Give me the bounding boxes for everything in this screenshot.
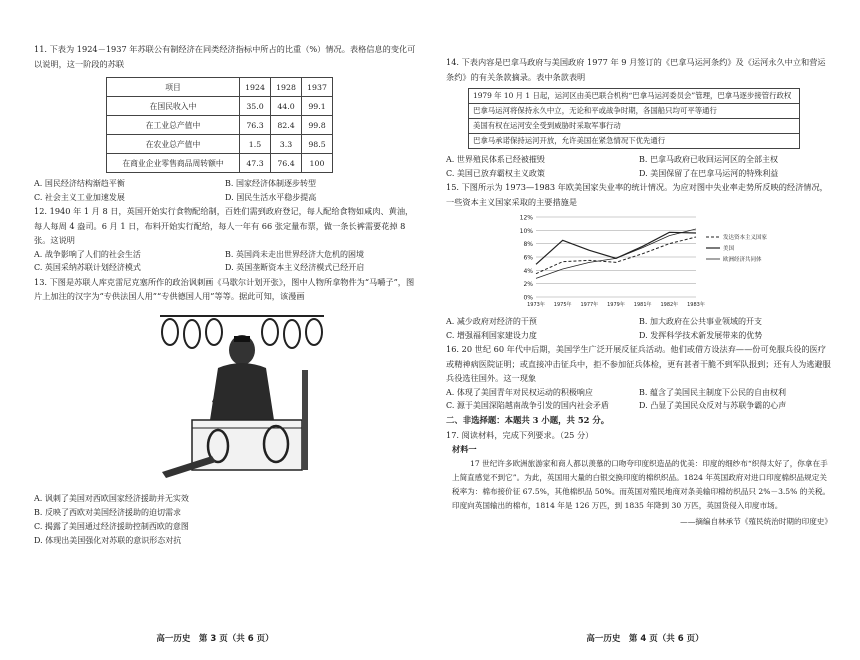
- clause-row: 1979 年 10 月 1 日起，运河区由美巴联合机构“巴拿马运河委员会”管理，巴拿马逐步接管行政权: [469, 89, 799, 104]
- y-tick-label: 4%: [523, 267, 533, 275]
- clause-row: 美国有权在运河安全受到威胁时采取军事行动: [469, 119, 799, 134]
- option-b[interactable]: B. 巴拿马政府已收回运河区的全部主权: [639, 155, 778, 164]
- q16-options-row-1: [446, 386, 832, 400]
- table-cell: 100: [302, 154, 333, 173]
- x-tick-label: 1975年: [553, 302, 572, 308]
- table-row: [107, 97, 333, 116]
- q12-stem: 12. 1940 年 1 月 8 日，英国开始实行食物配给制，百姓们需到政府登记，每人配给食物如咸肉、黄油，每人每周 4 盎司。6 月 1 日，布料开始实行配给，每人一年有 66 张定量布票，做一条长裤需要花掉 8 张。这说明: [34, 206, 414, 245]
- q13-option-a[interactable]: A. 讽刺了美国对西欧国家经济援助并无实效: [34, 493, 189, 503]
- option-d[interactable]: D. 英国垄断资本主义经济模式已经开启: [225, 263, 365, 272]
- y-tick-label: 12%: [519, 214, 533, 222]
- table-cell: 44.0: [271, 97, 302, 116]
- q14-clause-table: [468, 88, 800, 149]
- table-cell: 82.4: [271, 116, 302, 135]
- option-d[interactable]: D. 美国保留了在巴拿马运河的特殊利益: [639, 168, 779, 178]
- table-cell: 3.3: [271, 135, 302, 154]
- legend-label: 美国: [723, 246, 735, 252]
- table-header-cell: 1937: [302, 78, 333, 97]
- q14-stem: 14. 下表内容是巴拿马政府与美国政府 1977 年 9 月签订的《巴拿马运河条约》及《运河永久中立和营运条约》的有关条款摘录。表中条款表明: [446, 57, 826, 82]
- q12-options-row-2: [34, 261, 416, 275]
- q15-options-row-2: [446, 329, 832, 343]
- series-line: [536, 232, 696, 264]
- option-c[interactable]: C. 英国采纳苏联计划经济模式: [34, 263, 141, 272]
- option-d[interactable]: D. 凸显了美国民众反对与苏联争霸的心声: [639, 401, 787, 410]
- option-b[interactable]: B. 蕴含了美国民主制度下公民的自由权利: [639, 387, 786, 397]
- q11-table: [106, 77, 333, 173]
- x-tick-label: 1981年: [633, 302, 652, 308]
- material-source: ——摘编自林承节《殖民统治时期的印度史》: [680, 517, 832, 526]
- clause-row: 巴拿马承诺保持运河开放，允许美国在紧急情况下优先通行: [473, 136, 666, 145]
- series-line: [536, 229, 696, 278]
- table-cell: 在商业企业零售商品周转额中: [107, 154, 240, 173]
- table-header-row: [107, 78, 333, 97]
- option-c[interactable]: C. 社会主义工业加速发展: [34, 192, 125, 202]
- y-tick-label: 10%: [519, 227, 533, 235]
- table-header-cell: 1928: [271, 78, 302, 97]
- right-page: [430, 0, 860, 660]
- x-tick-label: 1979年: [607, 302, 625, 308]
- option-b[interactable]: B. 加大政府在公共事业领域的开支: [639, 317, 762, 326]
- material-body: 17 世纪许多欧洲旅游家和商人都以羡慕的口吻夸印度织造品的优美：印度的细纱布“织得太好了，你拿在手上简直感觉不到它”。为此，英国用大量的白银交换印度的棉织织品。1824 年英国政府对进口印度棉织品规定关税率为：棉布接价征 67.5%，其他棉织品 50%。而英国对殖民地商对条美输印棉纺织品只 2%－3.5% 的关税。印度向英国输出的棉布，1814 年是 126 万匹，到 1835 年降到 30 万匹，英国货侵入印度市场。: [452, 459, 831, 510]
- option-a[interactable]: A. 国民经济结构渐趋平衡: [34, 179, 125, 188]
- q17-stem: 17. 阅读材料，完成下列要求。（25 分）: [446, 429, 594, 440]
- table-header-cell: 项目: [107, 78, 240, 97]
- option-b[interactable]: B. 英国尚未走出世界经济大危机的困境: [225, 249, 364, 259]
- q12-options-row-1: [34, 248, 416, 262]
- q11-options-row-2: [34, 191, 416, 205]
- table-cell: 在国民收入中: [107, 97, 240, 116]
- q16-stem: 16. 20 世纪 60 年代中后期，美国学生广泛开展反征兵活动。他们或借方设法弃——份可免服兵役的医疗或精神病医院证明；或直接冲击征兵中，拒不参加征兵体检，更有甚者干脆不到军队报到；还有人为逃避服兵役选往国外。这一现象: [446, 344, 831, 383]
- option-a[interactable]: A. 体现了美国青年对民权运动的积极响应: [446, 387, 593, 397]
- y-tick-label: 8%: [523, 241, 533, 249]
- y-tick-label: 0%: [523, 294, 533, 302]
- page-footer-right: 高一历史 第 4 页（共 6 页）: [586, 634, 704, 644]
- table-cell: 在工业总产值中: [107, 116, 240, 135]
- q15-options-row-1: [446, 315, 832, 329]
- q15-stem: 15. 下图所示为 1973—1983 年欧美国家失业率的统计情况。为应对图中失业率走势所反映的经济情况，一些资本主义国家采取的主要措施是: [446, 182, 828, 207]
- y-tick-label: 6%: [523, 254, 533, 262]
- legend-label: 欧洲经济共同体: [723, 257, 762, 263]
- clause-row: 巴拿马运河将保持永久中立，无论和平或战争时期，各国船只均可平等通行: [469, 104, 799, 119]
- table-cell: 99.8: [302, 116, 333, 135]
- q11-options-row-1: [34, 177, 416, 191]
- q16-options-row-2: [446, 399, 832, 413]
- option-a[interactable]: A. 战争影响了人们的社会生活: [34, 249, 141, 259]
- x-tick-label: 1977年: [580, 302, 599, 308]
- option-a[interactable]: A. 减少政府对经济的干预: [446, 317, 537, 326]
- table-cell: 47.3: [240, 154, 271, 173]
- option-c[interactable]: C. 美国已放弃霸权主义政策: [446, 168, 545, 178]
- table-cell: 76.3: [240, 116, 271, 135]
- section-heading: 二、非选择题：本题共 3 小题，共 52 分。: [446, 414, 610, 425]
- table-cell: 1.5: [240, 135, 271, 154]
- table-cell: 76.4: [271, 154, 302, 173]
- q13-stem: 13. 下图是苏联人库克雷尼克塞所作的政治讽刺画《马歇尔计划开张》，图中人物所拿物件为“马嚼子”，图片上加注的汉字为“专供法国人用”“专供德国人用”等等。据此可知，该漫画: [34, 276, 415, 301]
- table-cell: 在农业总产值中: [107, 135, 240, 154]
- q13-option-d[interactable]: D. 体现出美国强化对苏联的意识形态对抗: [34, 535, 182, 545]
- q13-option-b[interactable]: B. 反映了西欧对美国经济援助的迫切需求: [34, 507, 181, 517]
- q11-stem: 11. 下表为 1924－1937 年苏联公有制经济在同类经济指标中所占的比重（%）情况。表格信息的变化可以说明，这一阶段的苏联: [34, 44, 416, 69]
- table-row: [107, 116, 333, 135]
- table-row: [107, 154, 333, 173]
- option-d[interactable]: D. 国民生活水平稳步提高: [225, 192, 317, 202]
- table-row: [107, 135, 333, 154]
- page-footer-left: 高一历史 第 3 页（共 6 页）: [156, 634, 274, 644]
- legend-label: 发达资本主义国家: [723, 235, 768, 241]
- option-c[interactable]: C. 源于美国深陷越南战争引发的国内社会矛盾: [446, 401, 609, 410]
- x-tick-label: 1983年: [687, 302, 705, 308]
- marshall-plan-cartoon: [152, 310, 332, 480]
- table-cell: 99.1: [302, 97, 333, 116]
- material-title: 材料一: [452, 444, 477, 454]
- option-c[interactable]: C. 增强福利国家建设力度: [446, 330, 537, 340]
- q13-option-c[interactable]: C. 揭露了美国通过经济援助控制西欧的意图: [34, 521, 189, 531]
- option-a[interactable]: A. 世界殖民体系已经被摧毁: [446, 155, 545, 164]
- table-header-cell: 1924: [240, 78, 271, 97]
- y-tick-label: 2%: [523, 281, 533, 289]
- table-cell: 98.5: [302, 135, 333, 154]
- option-b[interactable]: B. 国家经济体制逐步转型: [225, 179, 316, 188]
- option-d[interactable]: D. 发挥科学技术新发展带来的优势: [639, 330, 763, 340]
- q14-options-row-1: [446, 153, 832, 167]
- unemployment-line-chart: [506, 211, 806, 311]
- q14-options-row-2: [446, 167, 832, 181]
- x-tick-label: 1973年: [527, 302, 545, 308]
- x-tick-label: 1982年: [660, 302, 679, 308]
- table-cell: 35.0: [240, 97, 271, 116]
